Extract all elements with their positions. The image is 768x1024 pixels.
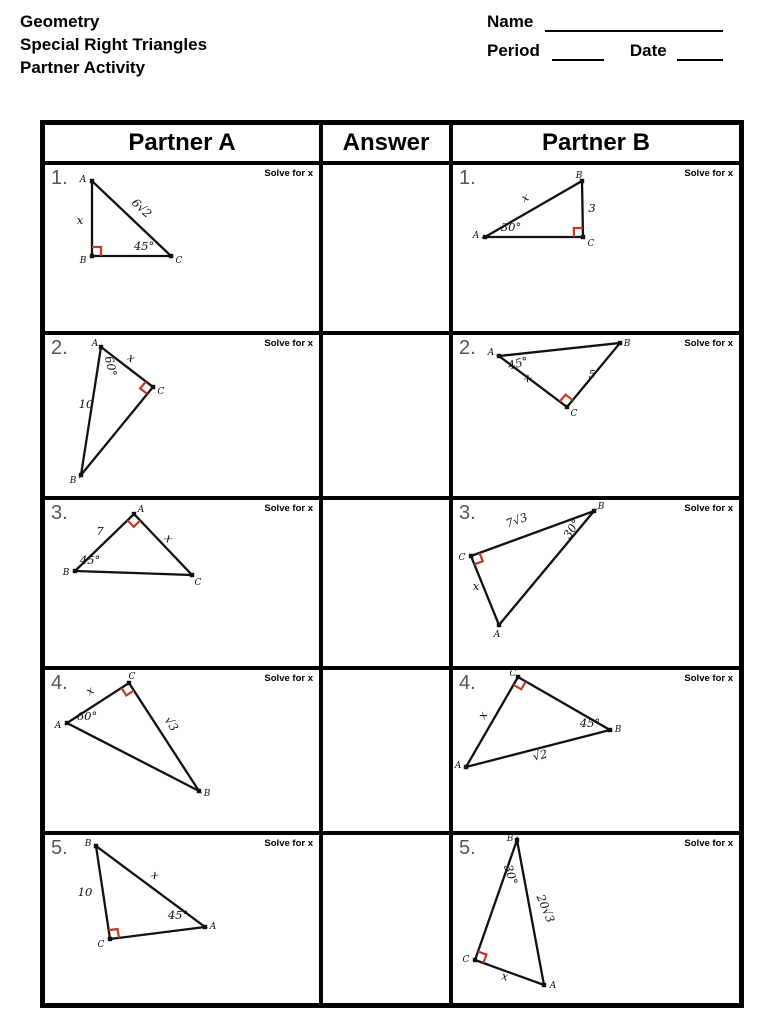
problem-3a-cell xyxy=(43,498,321,668)
svg-text:B: B xyxy=(203,789,211,799)
svg-text:x: x xyxy=(76,213,84,227)
svg-text:A: A xyxy=(79,175,87,185)
svg-text:x: x xyxy=(83,683,97,699)
problem-number: 2. xyxy=(51,337,68,359)
problem-number: 1. xyxy=(51,167,68,189)
worksheet-heading xyxy=(20,10,207,79)
column-header-answer: Answer xyxy=(321,123,451,163)
svg-text:x: x xyxy=(474,708,491,722)
triangle-figure xyxy=(47,337,321,495)
problem-1a-cell xyxy=(43,163,321,333)
svg-text:A: A xyxy=(454,761,462,771)
svg-text:30°: 30° xyxy=(500,220,522,234)
svg-text:C: C xyxy=(509,669,517,679)
svg-text:20√3: 20√3 xyxy=(533,892,558,925)
svg-text:45°: 45° xyxy=(579,716,601,730)
svg-text:x: x xyxy=(148,867,163,883)
answer-5-cell xyxy=(321,833,451,1005)
svg-text:C: C xyxy=(587,239,595,249)
date-label: Date xyxy=(629,41,667,60)
svg-text:B: B xyxy=(506,834,514,844)
svg-text:A: A xyxy=(487,348,495,358)
svg-text:45°: 45° xyxy=(79,553,101,567)
svg-text:A: A xyxy=(91,339,99,349)
svg-text:C: C xyxy=(175,256,183,266)
svg-text:C: C xyxy=(458,553,466,563)
svg-text:C: C xyxy=(128,672,136,682)
svg-text:B: B xyxy=(62,568,70,578)
svg-text:B: B xyxy=(79,256,87,266)
problem-number: 5. xyxy=(459,837,476,859)
triangle-figure xyxy=(47,167,321,327)
svg-text:3: 3 xyxy=(588,201,596,215)
worksheet-title: Special Right Triangles xyxy=(20,35,208,54)
triangle-figure xyxy=(454,669,741,830)
solve-for-x-label: Solve for x xyxy=(684,838,733,849)
problem-number: 5. xyxy=(51,837,68,859)
problem-3b-cell xyxy=(451,498,741,668)
answer-1-cell xyxy=(321,163,451,333)
worksheet-subtitle: Partner Activity xyxy=(20,58,146,77)
triangle-figure xyxy=(455,834,741,999)
svg-text:A: A xyxy=(549,981,557,991)
problem-5a-cell xyxy=(43,833,321,1005)
svg-text:10: 10 xyxy=(78,397,94,411)
problem-number: 1. xyxy=(459,167,476,189)
svg-text:45°: 45° xyxy=(167,908,189,922)
problem-number: 2. xyxy=(459,337,476,359)
period-label: Period xyxy=(487,41,540,60)
problem-number: 4. xyxy=(51,672,68,694)
solve-for-x-label: Solve for x xyxy=(684,673,733,684)
svg-text:45°: 45° xyxy=(506,353,530,373)
column-header-partner-a: Partner A xyxy=(43,123,321,163)
svg-text:7√3: 7√3 xyxy=(503,509,530,531)
svg-text:6√2: 6√2 xyxy=(128,195,155,221)
name-label: Name xyxy=(487,12,534,31)
svg-text:√3: √3 xyxy=(161,713,182,734)
svg-text:60°: 60° xyxy=(101,354,120,378)
svg-text:30°: 30° xyxy=(560,516,584,542)
triangle-figure xyxy=(455,337,741,495)
solve-for-x-label: Solve for x xyxy=(264,838,313,849)
problem-number: 4. xyxy=(459,672,476,694)
svg-text:B: B xyxy=(623,339,631,349)
worksheet-table xyxy=(40,120,744,1008)
svg-text:C: C xyxy=(97,940,105,950)
svg-text:A: A xyxy=(493,630,501,640)
column-header-partner-b: Partner B xyxy=(451,123,741,163)
svg-text:A: A xyxy=(209,922,217,932)
solve-for-x-label: Solve for x xyxy=(684,168,733,179)
triangle-figure xyxy=(47,837,321,999)
problem-2b-cell xyxy=(451,333,741,498)
problem-1b-cell xyxy=(451,163,741,333)
problem-number: 3. xyxy=(51,502,68,524)
svg-text:C: C xyxy=(194,578,202,588)
svg-text:A: A xyxy=(137,505,145,515)
problem-number: 3. xyxy=(459,502,476,524)
solve-for-x-label: Solve for x xyxy=(264,503,313,514)
svg-text:60°: 60° xyxy=(76,709,98,723)
svg-text:A: A xyxy=(54,721,62,731)
svg-text:B: B xyxy=(69,476,77,486)
problem-4b-cell xyxy=(451,668,741,833)
date-blank-line xyxy=(677,43,723,61)
svg-text:45°: 45° xyxy=(133,239,155,253)
svg-text:5: 5 xyxy=(588,367,596,381)
svg-text:10: 10 xyxy=(77,885,93,899)
answer-3-cell xyxy=(321,498,451,668)
problem-2a-cell xyxy=(43,333,321,498)
solve-for-x-label: Solve for x xyxy=(264,673,313,684)
svg-text:30°: 30° xyxy=(500,862,521,887)
triangle-figure xyxy=(47,672,321,830)
svg-text:B: B xyxy=(614,725,622,735)
answer-2-cell xyxy=(321,333,451,498)
svg-text:B: B xyxy=(597,502,605,512)
solve-for-x-label: Solve for x xyxy=(264,338,313,349)
problem-5b-cell xyxy=(451,833,741,1005)
svg-text:x: x xyxy=(124,350,139,366)
course-title: Geometry xyxy=(20,12,100,31)
svg-text:x: x xyxy=(472,579,480,593)
solve-for-x-label: Solve for x xyxy=(684,503,733,514)
student-info xyxy=(487,12,723,70)
solve-for-x-label: Solve for x xyxy=(684,338,733,349)
svg-text:x: x xyxy=(161,530,177,546)
triangle-figure xyxy=(455,167,741,327)
svg-text:C: C xyxy=(157,387,165,397)
triangle-figure xyxy=(455,502,741,662)
svg-text:x: x xyxy=(521,370,536,386)
solve-for-x-label: Solve for x xyxy=(264,168,313,179)
svg-text:C: C xyxy=(570,409,578,419)
period-blank-line xyxy=(552,43,604,61)
svg-text:x: x xyxy=(500,968,510,984)
svg-text:A: A xyxy=(472,231,480,241)
svg-text:B: B xyxy=(575,171,583,181)
name-blank-line xyxy=(545,14,723,32)
svg-text:√2: √2 xyxy=(531,746,549,764)
svg-text:x: x xyxy=(518,189,532,206)
svg-text:B: B xyxy=(84,839,92,849)
svg-text:7: 7 xyxy=(96,524,104,538)
triangle-figure xyxy=(47,502,321,662)
problem-4a-cell xyxy=(43,668,321,833)
svg-text:C: C xyxy=(462,955,470,965)
answer-4-cell xyxy=(321,668,451,833)
